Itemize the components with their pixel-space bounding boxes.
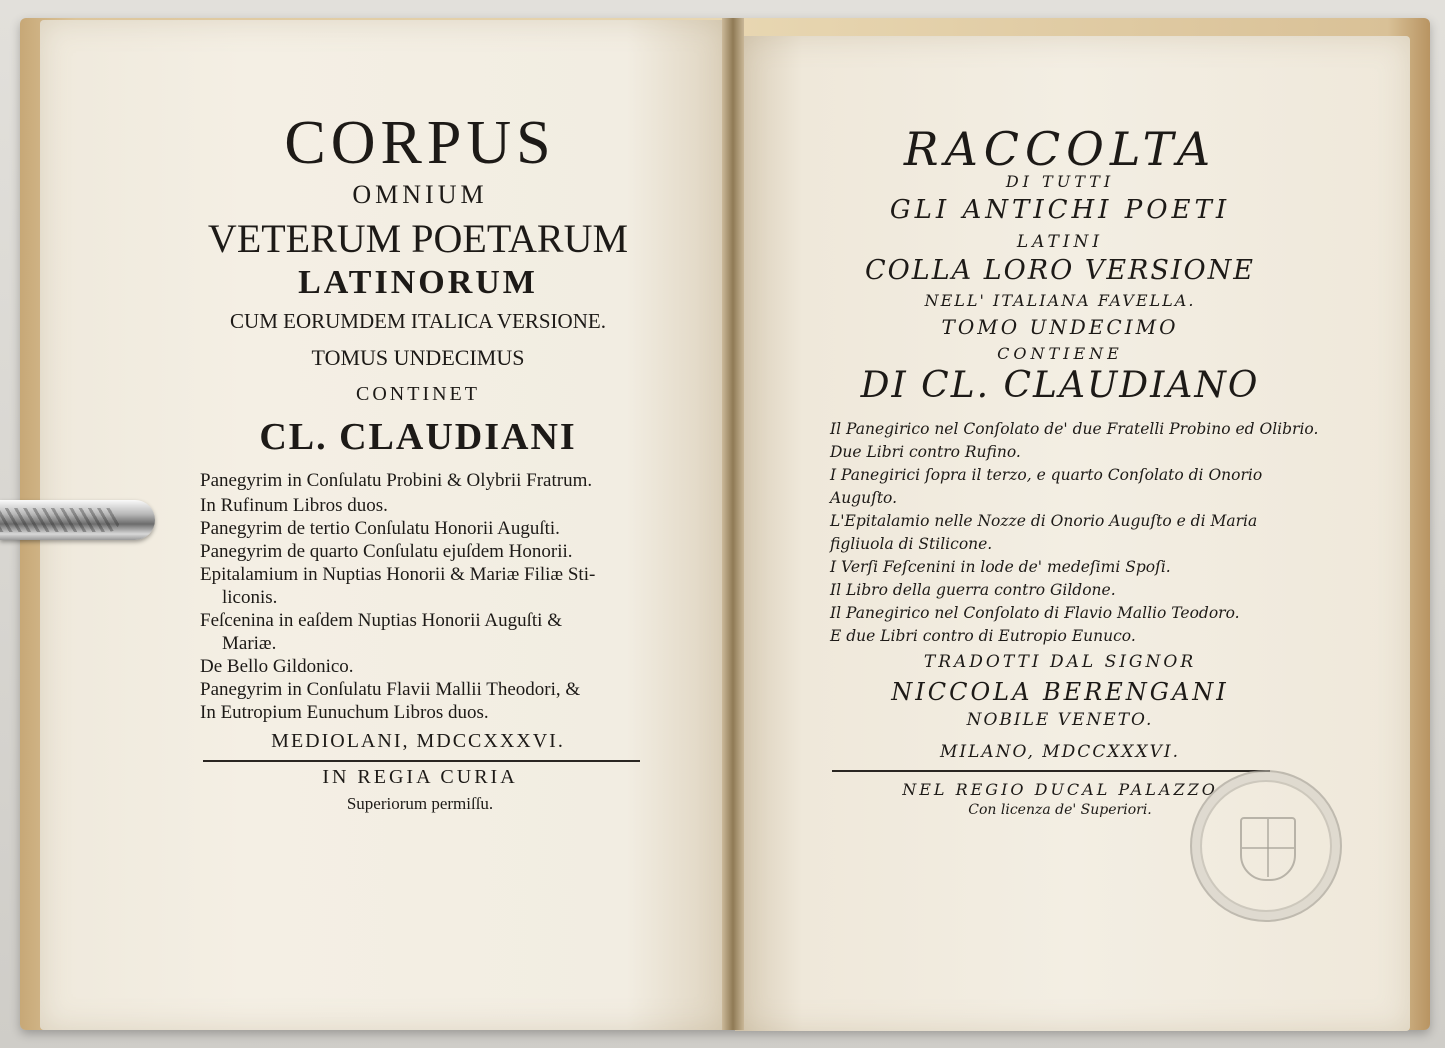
right-translator-title: NOBILE VENETO. xyxy=(966,710,1154,730)
left-permission: Superiorum permiſſu. xyxy=(346,794,494,813)
left-line-continet: CONTINET xyxy=(356,383,480,405)
left-divider xyxy=(203,760,640,762)
right-content-10: E due Libri contro di Eutropio Eunuco. xyxy=(830,627,1136,645)
left-line-veterum: VETERUM POETARUM xyxy=(207,216,629,261)
right-content-1: Il Panegirico nel Conſolato de' due Fratelli Probino ed Olibrio. xyxy=(830,420,1319,438)
left-content-4: Panegyrim de quarto Conſulatu ejuſdem Honorii. xyxy=(200,541,573,562)
right-divider xyxy=(832,770,1270,772)
left-content-11: In Eutropium Eunuchum Libros duos. xyxy=(200,702,489,723)
left-content-2: In Rufinum Libros duos. xyxy=(200,495,388,516)
right-line-di-tutti: DI TUTTI xyxy=(1005,172,1115,191)
right-publisher: NEL REGIO DUCAL PALAZZO xyxy=(902,780,1218,799)
silver-bookmark xyxy=(0,500,155,540)
left-title: CORPUS xyxy=(284,109,556,177)
right-permission: Con licenza de' Superiori. xyxy=(968,802,1152,818)
left-publisher: IN REGIA CURIA xyxy=(322,766,518,788)
left-content-7: Feſcenina in eaſdem Nuptias Honorii Auguſti & xyxy=(200,610,562,631)
right-content-8: Il Libro della guerra contro Gildone. xyxy=(830,581,1116,599)
right-line-tomo: TOMO UNDECIMO xyxy=(941,315,1179,339)
left-content-10: Panegyrim in Conſulatu Flavii Mallii Theodori, & xyxy=(200,679,581,700)
left-content-8: Mariæ. xyxy=(222,633,277,654)
right-line-latini: LATINI xyxy=(1016,232,1104,252)
left-content-3: Panegyrim de tertio Conſulatu Honorii Auguſti. xyxy=(200,518,560,539)
embossed-seal xyxy=(1190,770,1342,922)
right-imprint: MILANO, MDCCXXXVI. xyxy=(939,742,1181,762)
left-content-5: Epitalamium in Nuptias Honorii & Mariæ Filiæ Sti- xyxy=(200,564,596,585)
right-content-7: I Verſi Feſcenini in lode de' medeſimi Spoſi. xyxy=(830,558,1171,576)
right-content-4: Auguſto. xyxy=(830,489,898,507)
right-line-contiene: CONTIENE xyxy=(997,344,1123,363)
left-author: CL. CLAUDIANI xyxy=(259,416,577,458)
right-content-6: figliuola di Stilicone. xyxy=(830,535,993,553)
right-content-5: L'Epitalamio nelle Nozze di Onorio Auguſto e di Maria xyxy=(830,512,1258,530)
book-gutter xyxy=(722,18,744,1030)
left-content-6: liconis. xyxy=(222,587,278,608)
left-content-9: De Bello Gildonico. xyxy=(200,656,354,677)
right-author: DI CL. CLAUDIANO xyxy=(860,365,1260,406)
left-imprint: MEDIOLANI, MDCCXXXVI. xyxy=(271,730,565,752)
right-content-2: Due Libri contro Rufino. xyxy=(830,443,1021,461)
left-line-tomus: TOMUS UNDECIMUS xyxy=(311,345,525,370)
right-translator-intro: TRADOTTI DAL SIGNOR xyxy=(923,652,1197,672)
left-line-versione: CUM EORUMDEM ITALICA VERSIONE. xyxy=(230,309,606,333)
right-content-3: I Panegirici ſopra il terzo, e quarto Conſolato di Onorio xyxy=(830,466,1263,484)
seal-crest xyxy=(1240,817,1296,881)
right-line-poeti: GLI ANTICHI POETI xyxy=(889,195,1231,225)
right-translator: NICCOLA BERENGANI xyxy=(891,678,1229,706)
right-line-favella: NELL' ITALIANA FAVELLA. xyxy=(924,291,1196,310)
left-content-1: Panegyrim in Conſulatu Probini & Olybrii Fratrum. xyxy=(200,470,593,491)
left-line-omnium: OMNIUM xyxy=(352,180,488,209)
right-content-9: Il Panegirico nel Conſolato di Flavio Mallio Teodoro. xyxy=(830,604,1240,622)
seal-crest-divider xyxy=(1242,847,1294,849)
left-line-latinorum: LATINORUM xyxy=(298,264,538,301)
right-title: RACCOLTA xyxy=(903,122,1217,176)
right-line-versione: COLLA LORO VERSIONE xyxy=(864,255,1256,286)
